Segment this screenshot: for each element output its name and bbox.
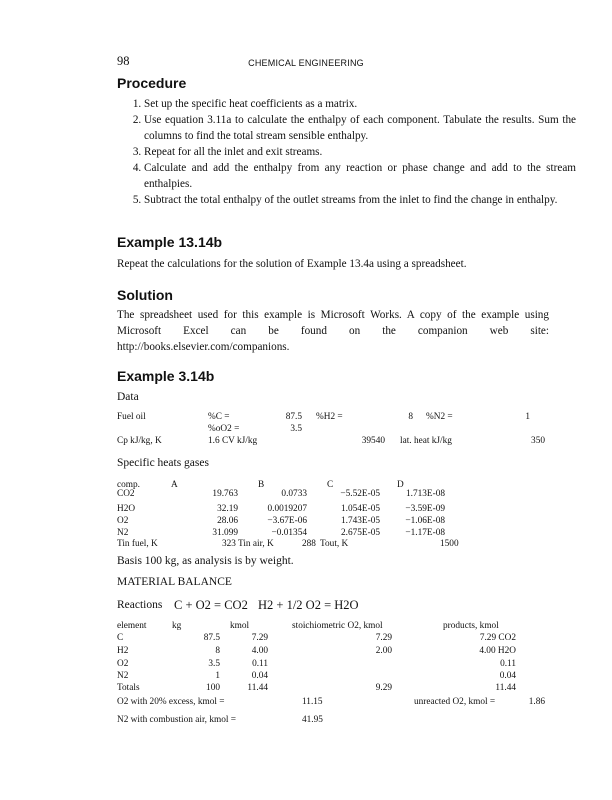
table-cell: 9.29 (375, 683, 392, 693)
temp-value: 288 (302, 539, 316, 549)
reactions-label: Reactions (117, 599, 163, 611)
table-cell: 4.00 H2O (479, 646, 516, 656)
table-header: kmol (230, 621, 250, 631)
table-cell: 7.29 (375, 633, 392, 643)
table-cell: 2.675E-05 (341, 528, 380, 538)
table-header: B (258, 480, 265, 490)
temp-label: Tout, K (320, 539, 349, 549)
temp-value: 323 (222, 539, 236, 549)
table-cell: O2 (117, 659, 129, 669)
table-header: A (171, 480, 178, 490)
n2-label: N2 with combustion air, kmol = (117, 715, 237, 725)
table-cell: N2 (117, 671, 129, 681)
table-cell: 1.743E-05 (341, 516, 380, 526)
data-cell: 3.5 (290, 424, 302, 434)
table-header: comp. (117, 480, 140, 490)
data-cell: %oO2 = (208, 424, 240, 434)
procedure-step: 2. Use equation 3.11a to calculate the enthalpy of each component. Tabulate the results. Sum the columns to find the total stream sensible enthalpy. (144, 112, 576, 144)
procedure-step: 3. Repeat for all the inlet and exit streams. (144, 144, 576, 160)
table-cell: −1.06E-08 (405, 516, 445, 526)
data-cell: %C = (208, 412, 230, 422)
table-cell: 1.054E-05 (341, 504, 380, 514)
data-cell: 1.6 CV kJ/kg (208, 436, 258, 446)
table-cell: 0.11 (252, 659, 268, 669)
table-cell: 0.0019207 (267, 504, 307, 514)
table-header: products, kmol (443, 621, 499, 631)
unreacted-value: 1.86 (528, 697, 545, 707)
table-header: D (397, 480, 404, 490)
temp-label: Tin air, K (238, 539, 274, 549)
basis-text: Basis 100 kg, as analysis is by weight. (117, 555, 294, 567)
data-title: Data (117, 391, 139, 403)
table-cell: 7.29 CO2 (479, 633, 516, 643)
table-cell: 100 (206, 683, 220, 693)
procedure-step: 5. Subtract the total enthalpy of the outlet streams from the inlet to find the change in enthalpy. (144, 192, 576, 208)
procedure-step: 1. Set up the specific heat coefficients as a matrix. (144, 96, 576, 112)
data-cell: Fuel oil (117, 412, 146, 422)
temp-value: 1500 (440, 539, 459, 549)
table-cell: C (117, 633, 124, 643)
running-title: CHEMICAL ENGINEERING (248, 58, 364, 68)
table-cell: 32.19 (217, 504, 238, 514)
table-cell: −3.67E-06 (267, 516, 307, 526)
n2-value: 41.95 (302, 715, 323, 725)
table-cell: 31.099 (212, 528, 238, 538)
table-cell: 28.06 (217, 516, 238, 526)
page-number: 98 (117, 54, 130, 68)
table-cell: CO2 (117, 489, 135, 499)
solution-heading: Solution (117, 287, 173, 303)
data-cell: 39540 (361, 436, 385, 446)
table-cell: 4.00 (251, 646, 268, 656)
excess-label: O2 with 20% excess, kmol = (117, 697, 225, 707)
excess-value: 11.15 (302, 697, 323, 707)
table-cell: −5.52E-05 (340, 489, 380, 499)
table-cell: 11.44 (247, 683, 268, 693)
table-cell: −0.01354 (271, 528, 307, 538)
example-heading: Example 13.14b (117, 234, 223, 250)
example-heading: Example 3.14b (117, 368, 215, 384)
table-cell: 1.713E-08 (406, 489, 445, 499)
solution-text: The spreadsheet used for this example is Microsoft Works. A copy of the example using Microsoft Excel can be found on the companion web site: http://books.elsevier.com/companions. (117, 309, 549, 353)
table-cell: 0.04 (499, 671, 516, 681)
data-cell: %N2 = (426, 412, 453, 422)
reaction-equation: C + O2 = CO2 (174, 598, 248, 612)
procedure-list (117, 96, 576, 208)
data-cell: %H2 = (316, 412, 343, 422)
table-header: kg (172, 621, 182, 631)
table-cell: 0.11 (500, 659, 516, 669)
table-cell: 7.29 (251, 633, 268, 643)
table-cell: 3.5 (208, 659, 220, 669)
table-cell: H2O (117, 504, 136, 514)
material-balance-title: MATERIAL BALANCE (117, 576, 232, 588)
table-cell: 2.00 (375, 646, 392, 656)
table-cell: 87.5 (203, 633, 220, 643)
unreacted-label: unreacted O2, kmol = (414, 697, 496, 707)
table-cell: −1.17E-08 (405, 528, 445, 538)
table-cell: O2 (117, 516, 129, 526)
reaction-equation: H2 + 1/2 O2 = H2O (258, 598, 359, 612)
temp-label: Tin fuel, K (117, 539, 158, 549)
specific-heats-title: Specific heats gases (117, 457, 209, 469)
table-cell: 8 (215, 646, 220, 656)
table-cell: N2 (117, 528, 129, 538)
table-cell: 19.763 (212, 489, 238, 499)
data-cell: 350 (531, 436, 545, 446)
procedure-step: 4. Calculate and add the enthalpy from any reaction or phase change and add to the stream enthalpies. (144, 160, 576, 192)
table-header: stoichiometric O2, kmol (292, 621, 383, 631)
table-header: element (117, 621, 147, 631)
data-cell: 1 (525, 412, 530, 422)
table-cell: Totals (117, 683, 140, 693)
example-text: Repeat the calculations for the solution of Example 13.4a using a spreadsheet. (117, 258, 467, 270)
table-cell: 1 (215, 671, 220, 681)
table-cell: −3.59E-09 (405, 504, 445, 514)
data-cell: Cp kJ/kg, K (117, 436, 162, 446)
table-header: C (327, 480, 334, 490)
table-cell: 11.44 (495, 683, 516, 693)
procedure-heading: Procedure (117, 75, 187, 91)
table-cell: 0.0733 (281, 489, 307, 499)
data-cell: 8 (408, 412, 413, 422)
data-cell: lat. heat kJ/kg (400, 436, 452, 446)
table-cell: 0.04 (251, 671, 268, 681)
data-cell: 87.5 (285, 412, 302, 422)
table-cell: H2 (117, 646, 129, 656)
